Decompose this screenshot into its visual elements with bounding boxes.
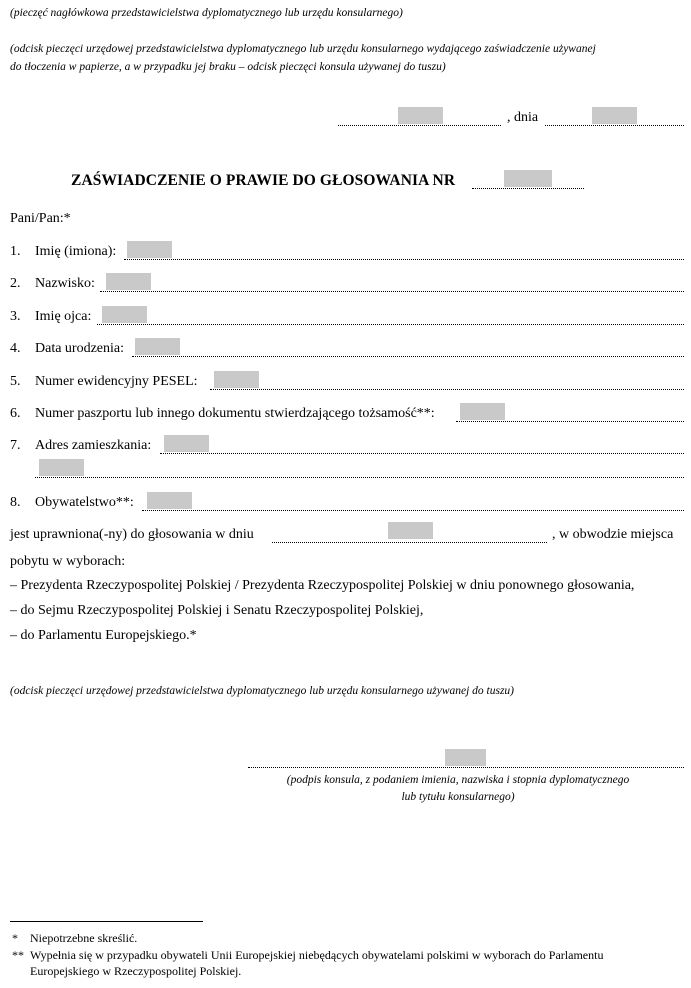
document-title: ZAŚWIADCZENIE O PRAWIE DO GŁOSOWANIA NR xyxy=(71,172,456,189)
elections-intro: pobytu w wyborach: xyxy=(10,554,126,569)
address-field-line2[interactable] xyxy=(35,477,684,478)
election-option-european-parliament: – do Parlamentu Europejskiego.* xyxy=(10,628,197,643)
id-document-field[interactable] xyxy=(456,421,684,422)
birth-date-label: Data urodzenia: xyxy=(35,341,125,356)
footnote-mark-1: * xyxy=(12,931,18,945)
first-name-label: Imię (imiona): xyxy=(35,244,117,259)
birth-date-field[interactable] xyxy=(132,356,684,357)
stamp-heading-caption: (pieczęć nagłówkowa przedstawicielstwa dyplomatycznego lub urzędu konsularnego) xyxy=(10,7,403,19)
address-label: Adres zamieszkania: xyxy=(35,438,152,453)
certificate-number-field[interactable] xyxy=(472,188,584,189)
field-number-2: 2. xyxy=(10,276,21,291)
place-redaction xyxy=(398,107,443,124)
addressee-label: Pani/Pan:* xyxy=(10,211,71,226)
father-name-field[interactable] xyxy=(97,324,684,325)
address-field-line1[interactable] xyxy=(160,453,684,454)
signature-redaction xyxy=(445,749,486,766)
id-document-label: Numer paszportu lub innego dokumentu stwierdzającego tożsamość**: xyxy=(35,406,435,421)
address-redaction-line2 xyxy=(39,459,84,476)
citizenship-field[interactable] xyxy=(142,510,684,511)
first-name-field[interactable] xyxy=(124,259,684,260)
date-redaction xyxy=(592,107,637,124)
consul-signature-field[interactable] xyxy=(248,767,684,768)
surname-field[interactable] xyxy=(100,291,684,292)
footnote-text-2-cont: Europejskiego w Rzeczypospolitej Polskiej. xyxy=(30,964,242,978)
footnote-mark-2: ** xyxy=(12,948,24,962)
voting-date-field[interactable] xyxy=(272,542,547,543)
surname-redaction xyxy=(106,273,151,290)
first-name-redaction xyxy=(127,241,172,258)
father-name-label: Imię ojca: xyxy=(35,309,92,324)
field-number-5: 5. xyxy=(10,374,21,389)
place-field[interactable] xyxy=(338,125,501,126)
footnote-text-1: Niepotrzebne skreślić. xyxy=(30,931,138,945)
birth-date-redaction xyxy=(135,338,180,355)
field-number-8: 8. xyxy=(10,495,21,510)
district-label: , w obwodzie miejsca xyxy=(552,527,674,542)
citizenship-label: Obywatelstwo**: xyxy=(35,495,134,510)
pesel-redaction xyxy=(214,371,259,388)
field-number-6: 6. xyxy=(10,406,21,421)
pesel-field[interactable] xyxy=(210,389,684,390)
footnote-separator xyxy=(10,921,203,922)
certificate-number-redaction xyxy=(504,170,552,187)
embossed-stamp-caption-line2: do tłoczenia w papierze, a w przypadku jej braku – odcisk pieczęci konsula używanej do tuszu) xyxy=(10,61,446,73)
field-number-1: 1. xyxy=(10,244,21,259)
date-field[interactable] xyxy=(545,125,684,126)
field-number-4: 4. xyxy=(10,341,21,356)
footnote-text-2: Wypełnia się w przypadku obywateli Unii Europejskiej niebędących obywatelami polskimi w wyborach do Parlamentu xyxy=(30,948,604,962)
address-redaction-line1 xyxy=(164,435,209,452)
date-label: , dnia xyxy=(507,110,539,125)
election-option-sejm-senate: – do Sejmu Rzeczypospolitej Polskiej i Senatu Rzeczypospolitej Polskiej, xyxy=(10,603,424,618)
father-name-redaction xyxy=(102,306,147,323)
citizenship-redaction xyxy=(147,492,192,509)
surname-label: Nazwisko: xyxy=(35,276,95,291)
ink-stamp-caption: (odcisk pieczęci urzędowej przedstawicielstwa dyplomatycznego lub urzędu konsularnego używanej do tuszu) xyxy=(10,685,515,697)
field-number-7: 7. xyxy=(10,438,21,453)
signature-caption-line2: lub tytułu konsularnego) xyxy=(401,791,515,803)
embossed-stamp-caption-line1: (odcisk pieczęci urzędowej przedstawicielstwa dyplomatycznego lub urzędu konsularnego wydającego zaświadczenie używanej xyxy=(10,43,596,55)
id-document-redaction xyxy=(460,403,505,420)
voting-date-redaction xyxy=(388,522,433,539)
election-option-president: – Prezydenta Rzeczypospolitej Polskiej / Prezydenta Rzeczypospolitej Polskiej w dniu ponownego głosowania, xyxy=(10,578,635,593)
field-number-3: 3. xyxy=(10,309,21,324)
voting-date-label: jest uprawniona(-ny) do głosowania w dniu xyxy=(10,527,254,542)
signature-caption-line1: (podpis konsula, z podaniem imienia, nazwiska i stopnia dyplomatycznego xyxy=(286,774,630,786)
pesel-label: Numer ewidencyjny PESEL: xyxy=(35,374,198,389)
